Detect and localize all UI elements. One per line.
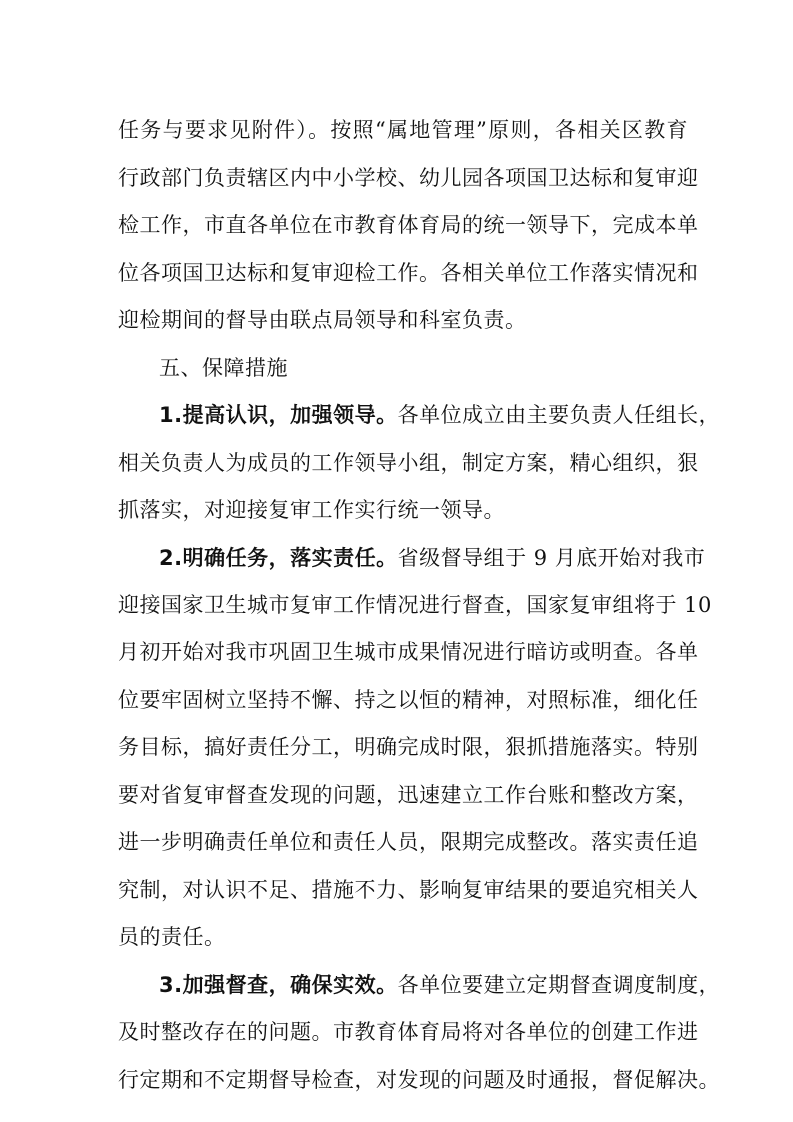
paragraph-line: 行定期和不定期督导检查，对发现的问题及时通报，督促解决。 xyxy=(118,1068,720,1092)
section-heading: 五、保障措施 xyxy=(159,356,288,380)
paragraph-line: 务目标，搞好责任分工，明确完成时限，狠抓措施落实。特别 xyxy=(118,735,699,759)
paragraph-line: 任务与要求见附件）。按照“属地管理”原则，各相关区教育 xyxy=(118,118,688,142)
paragraph-line: 究制，对认识不足、措施不力、影响复审结果的要追究相关人 xyxy=(118,878,699,902)
measure-3-first-line xyxy=(159,971,721,999)
measure-3-title: 3.加强督查，确保实效。 xyxy=(159,973,398,997)
paragraph-line: 迎检期间的督导由联点局领导和科室负责。 xyxy=(118,308,527,332)
measure-2-first-line xyxy=(159,544,706,572)
measure-2-text: 省级督导组于 9 月底开始对我市 xyxy=(397,546,706,570)
measure-1-title: 1.提高认识，加强领导。 xyxy=(159,403,398,427)
paragraph-line: 位要牢固树立坚持不懈、持之以恒的精神，对照标准，细化任 xyxy=(118,688,699,712)
paragraph-line: 迎接国家卫生城市复审工作情况进行督查，国家复审组将于 10 xyxy=(118,593,712,617)
paragraph-line: 抓落实，对迎接复审工作实行统一领导。 xyxy=(118,498,505,522)
paragraph-line: 行政部门负责辖区内中小学校、幼儿园各项国卫达标和复审迎 xyxy=(118,166,699,190)
paragraph-line: 位各项国卫达标和复审迎检工作。各相关单位工作落实情况和 xyxy=(118,261,699,285)
measure-1-first-line xyxy=(159,401,721,429)
paragraph-line: 员的责任。 xyxy=(118,925,226,949)
paragraph-line: 相关负责人为成员的工作领导小组，制定方案，精心组织，狠 xyxy=(118,451,699,475)
measure-3-text: 各单位要建立定期督查调度制度， xyxy=(397,973,721,997)
measure-2-title: 2.明确任务，落实责任。 xyxy=(159,546,398,570)
measure-1-text: 各单位成立由主要负责人任组长， xyxy=(397,403,721,427)
paragraph-line: 及时整改存在的问题。市教育体育局将对各单位的创建工作进 xyxy=(118,1020,699,1044)
paragraph-line: 月初开始对我市巩固卫生城市成果情况进行暗访或明查。各单 xyxy=(118,640,699,664)
paragraph-line: 检工作，市直各单位在市教育体育局的统一领导下，完成本单 xyxy=(118,213,699,237)
paragraph-line: 要对省复审督查发现的问题，迅速建立工作台账和整改方案， xyxy=(118,783,699,807)
paragraph-line: 进一步明确责任单位和责任人员，限期完成整改。落实责任追 xyxy=(118,830,699,854)
